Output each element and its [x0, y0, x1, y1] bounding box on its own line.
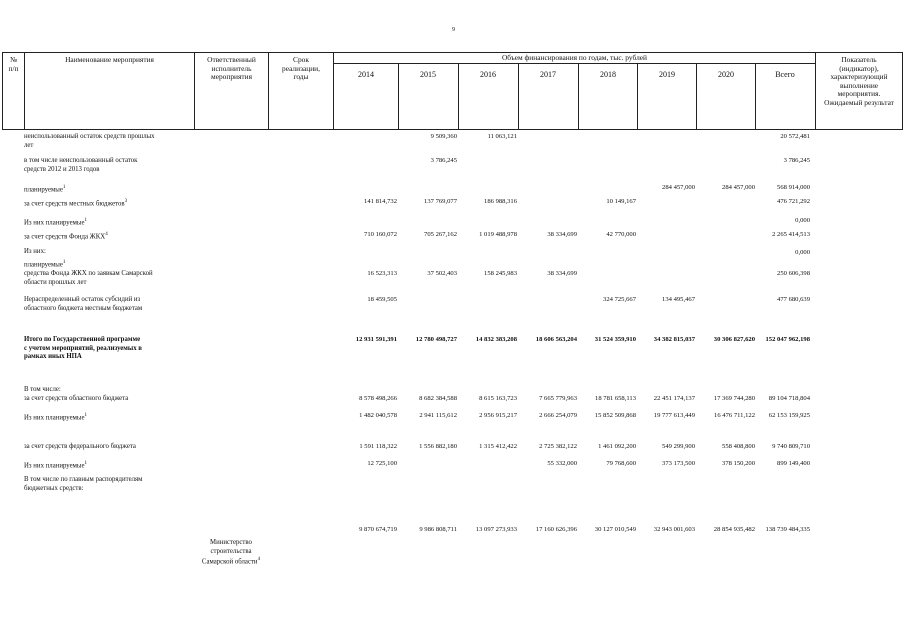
cell-value: 62 153 159,925 — [768, 412, 810, 419]
cell-value: 9 740 809,710 — [772, 443, 810, 450]
row-label — [24, 248, 194, 257]
row-label-text: Нераспределенный остаток субсидий из областного бюджета местным бюджетам — [24, 296, 143, 312]
cell-value: 1 591 118,322 — [359, 443, 397, 450]
row-label-text: планируемые — [24, 186, 63, 194]
row-label-text: Из них планируемые — [24, 462, 85, 470]
cell-value: 137 769,077 — [424, 198, 457, 205]
cell-value: 8 615 163,723 — [479, 395, 517, 402]
row-label — [24, 133, 194, 150]
cell-value: 899 149,400 — [777, 460, 810, 467]
footnote-mark: 1 — [84, 461, 88, 466]
cell-value: 378 150,200 — [722, 460, 755, 467]
row-label — [24, 476, 194, 493]
footnote-mark: 1 — [84, 218, 88, 223]
cell-value: 284 457,000 — [662, 184, 695, 191]
bottom-cell-value: 9 870 674,719 — [359, 526, 397, 533]
cell-value: 134 495,467 — [662, 296, 695, 303]
year-2017: 2017 — [540, 70, 556, 79]
year-2019: 2019 — [659, 70, 675, 79]
row-label-text: в том числе неиспользованный остаток средств 2012 и 2013 годов — [24, 157, 138, 173]
cell-value: 31 524 359,910 — [594, 336, 636, 343]
cell-value: 568 914,000 — [777, 184, 810, 191]
year-2014: 2014 — [358, 70, 374, 79]
bottom-cell-value: 9 986 808,711 — [419, 526, 457, 533]
row-label — [24, 395, 194, 404]
row-label-text: Из них: — [24, 248, 46, 255]
cell-value: 250 606,398 — [777, 270, 810, 277]
footnote-mark: 1 — [62, 260, 66, 265]
row-label — [24, 184, 194, 195]
cell-value: 477 680,639 — [777, 296, 810, 303]
cell-value: 7 665 779,963 — [539, 395, 577, 402]
row-label-text: неиспользованный остаток средств прошлых лет — [24, 133, 155, 149]
cell-value: 2 666 254,079 — [539, 412, 577, 419]
col-name-header: Наименование мероприятия — [65, 55, 154, 64]
bottom-cell-value: 138 739 484,335 — [765, 526, 810, 533]
row-label-text: В том числе по главным распорядителям бюджетных средств: — [24, 476, 143, 492]
row-label-text: за счет средств областного бюджета — [24, 395, 129, 402]
row-label-text: В том числе: — [24, 386, 61, 393]
cell-value: 12 780 498,727 — [415, 336, 457, 343]
cell-value: 558 408,800 — [722, 443, 755, 450]
cell-value: 2 725 382,122 — [539, 443, 577, 450]
row-label — [24, 217, 194, 228]
cell-value: 22 451 174,137 — [653, 395, 695, 402]
cell-value: 18 781 658,113 — [595, 395, 636, 402]
cell-value: 476 721,292 — [777, 198, 810, 205]
year-total: Всего — [775, 70, 795, 79]
cell-value: 42 770,000 — [606, 231, 636, 238]
row-label — [24, 296, 194, 313]
row-label-text: планируемые — [24, 261, 63, 269]
cell-value: 11 063,121 — [487, 133, 517, 140]
cell-value: 15 852 509,868 — [594, 412, 636, 419]
row-label — [24, 157, 194, 174]
bottom-executor — [190, 530, 272, 567]
year-2016: 2016 — [480, 70, 496, 79]
bottom-executor-text: Министерство строительства Самарской области — [201, 538, 258, 566]
footnote-mark: 3 — [124, 199, 128, 204]
cell-value: 186 988,316 — [484, 198, 517, 205]
bottom-cell-value: 28 854 935,482 — [713, 526, 755, 533]
cell-value: 1 556 882,180 — [419, 443, 457, 450]
cell-value: 12 725,100 — [367, 460, 397, 467]
cell-value: 38 334,699 — [547, 270, 577, 277]
cell-value: 1 482 040,578 — [359, 412, 397, 419]
row-label-text: Из них планируемые — [24, 414, 85, 422]
cell-value: 8 682 384,588 — [419, 395, 457, 402]
row-label — [24, 259, 194, 270]
cell-value: 158 245,983 — [484, 270, 517, 277]
cell-value: 549 299,900 — [662, 443, 695, 450]
cell-value: 17 369 744,280 — [713, 395, 755, 402]
cell-value: 705 267,162 — [424, 231, 457, 238]
cell-value: 8 578 498,266 — [359, 395, 397, 402]
cell-value: 14 832 383,208 — [475, 336, 517, 343]
row-label — [24, 336, 194, 362]
cell-value: 12 931 591,391 — [355, 336, 397, 343]
cell-value: 1 019 488,978 — [479, 231, 517, 238]
cell-value: 710 160,072 — [364, 231, 397, 238]
row-label-text: средства Фонда ЖКХ по заявкам Самарской области прошлых лет — [24, 270, 153, 286]
row-label — [24, 460, 194, 471]
cell-value: 89 104 718,804 — [768, 395, 810, 402]
cell-value: 284 457,000 — [722, 184, 755, 191]
cell-value: 2 941 115,612 — [419, 412, 457, 419]
cell-value: 2 265 414,513 — [772, 231, 810, 238]
cell-value: 1 461 092,200 — [598, 443, 636, 450]
cell-value: 37 502,403 — [427, 270, 457, 277]
footnote-mark: 1 — [62, 185, 66, 190]
bottom-cell-value: 30 127 010,549 — [594, 526, 636, 533]
cell-value: 30 306 827,620 — [713, 336, 755, 343]
row-label — [24, 443, 194, 452]
page-marker: 9 — [452, 27, 455, 33]
cell-value: 38 334,699 — [547, 231, 577, 238]
cell-value: 3 786,245 — [430, 157, 457, 164]
cell-value: 9 509,360 — [430, 133, 457, 140]
cell-value: 34 382 815,037 — [653, 336, 695, 343]
row-label-text: за счет средств федерального бюджета — [24, 443, 136, 450]
year-2015: 2015 — [420, 70, 436, 79]
cell-value: 16 523,313 — [367, 270, 397, 277]
cell-value: 0,000 — [795, 217, 810, 224]
bottom-cell-value: 13 097 273,933 — [475, 526, 517, 533]
cell-value: 79 768,600 — [606, 460, 636, 467]
cell-value: 3 786,245 — [783, 157, 810, 164]
cell-value: 18 459,505 — [367, 296, 397, 303]
cell-value: 0,000 — [795, 249, 810, 256]
cell-value: 55 332,000 — [547, 460, 577, 467]
row-label — [24, 412, 194, 423]
col-indicator-header: Показатель (индикатор), характеризующий выполнение мероприятия. Ожидаемый результат — [824, 55, 894, 107]
row-label-text: Итого по Государственной программе с учетом мероприятий, реализуемых в рамках иных НПА — [24, 336, 142, 361]
cell-value: 324 725,667 — [603, 296, 636, 303]
footnote-mark: 1 — [84, 413, 88, 418]
row-label — [24, 198, 194, 209]
col-no-header: № п/п — [8, 55, 19, 73]
cell-value: 10 149,167 — [606, 198, 636, 205]
cell-value: 373 173,500 — [662, 460, 695, 467]
cell-value: 20 572,481 — [780, 133, 810, 140]
col-executor-header: Ответственный исполнитель мероприятия — [207, 55, 256, 82]
cell-value: 1 315 412,422 — [479, 443, 517, 450]
bottom-cell-value: 32 943 001,603 — [653, 526, 695, 533]
row-label-text: за счет средств Фонда ЖКХ — [24, 233, 106, 241]
cell-value: 19 777 613,449 — [653, 412, 695, 419]
year-2020: 2020 — [718, 70, 734, 79]
col-term-header: Срок реализации, годы — [282, 55, 320, 82]
cell-value: 152 047 962,198 — [765, 336, 810, 343]
row-label — [24, 270, 194, 287]
bottom-executor-sup: 4 — [257, 557, 261, 563]
row-label-text: за счет средств местных бюджетов — [24, 200, 125, 208]
footnote-mark: 4 — [105, 232, 108, 237]
row-label-text: Из них планируемые — [24, 219, 85, 227]
cell-value: 16 476 711,122 — [714, 412, 755, 419]
cell-value: 18 606 563,204 — [535, 336, 577, 343]
row-label — [24, 231, 194, 242]
row-label — [24, 386, 194, 395]
col-funding-header: Объем финансирования по годам, тыс. рублей — [501, 53, 648, 62]
year-2018: 2018 — [600, 70, 616, 79]
bottom-cell-value: 17 160 626,396 — [535, 526, 577, 533]
cell-value: 2 956 915,217 — [479, 412, 517, 419]
cell-value: 141 814,732 — [364, 198, 397, 205]
